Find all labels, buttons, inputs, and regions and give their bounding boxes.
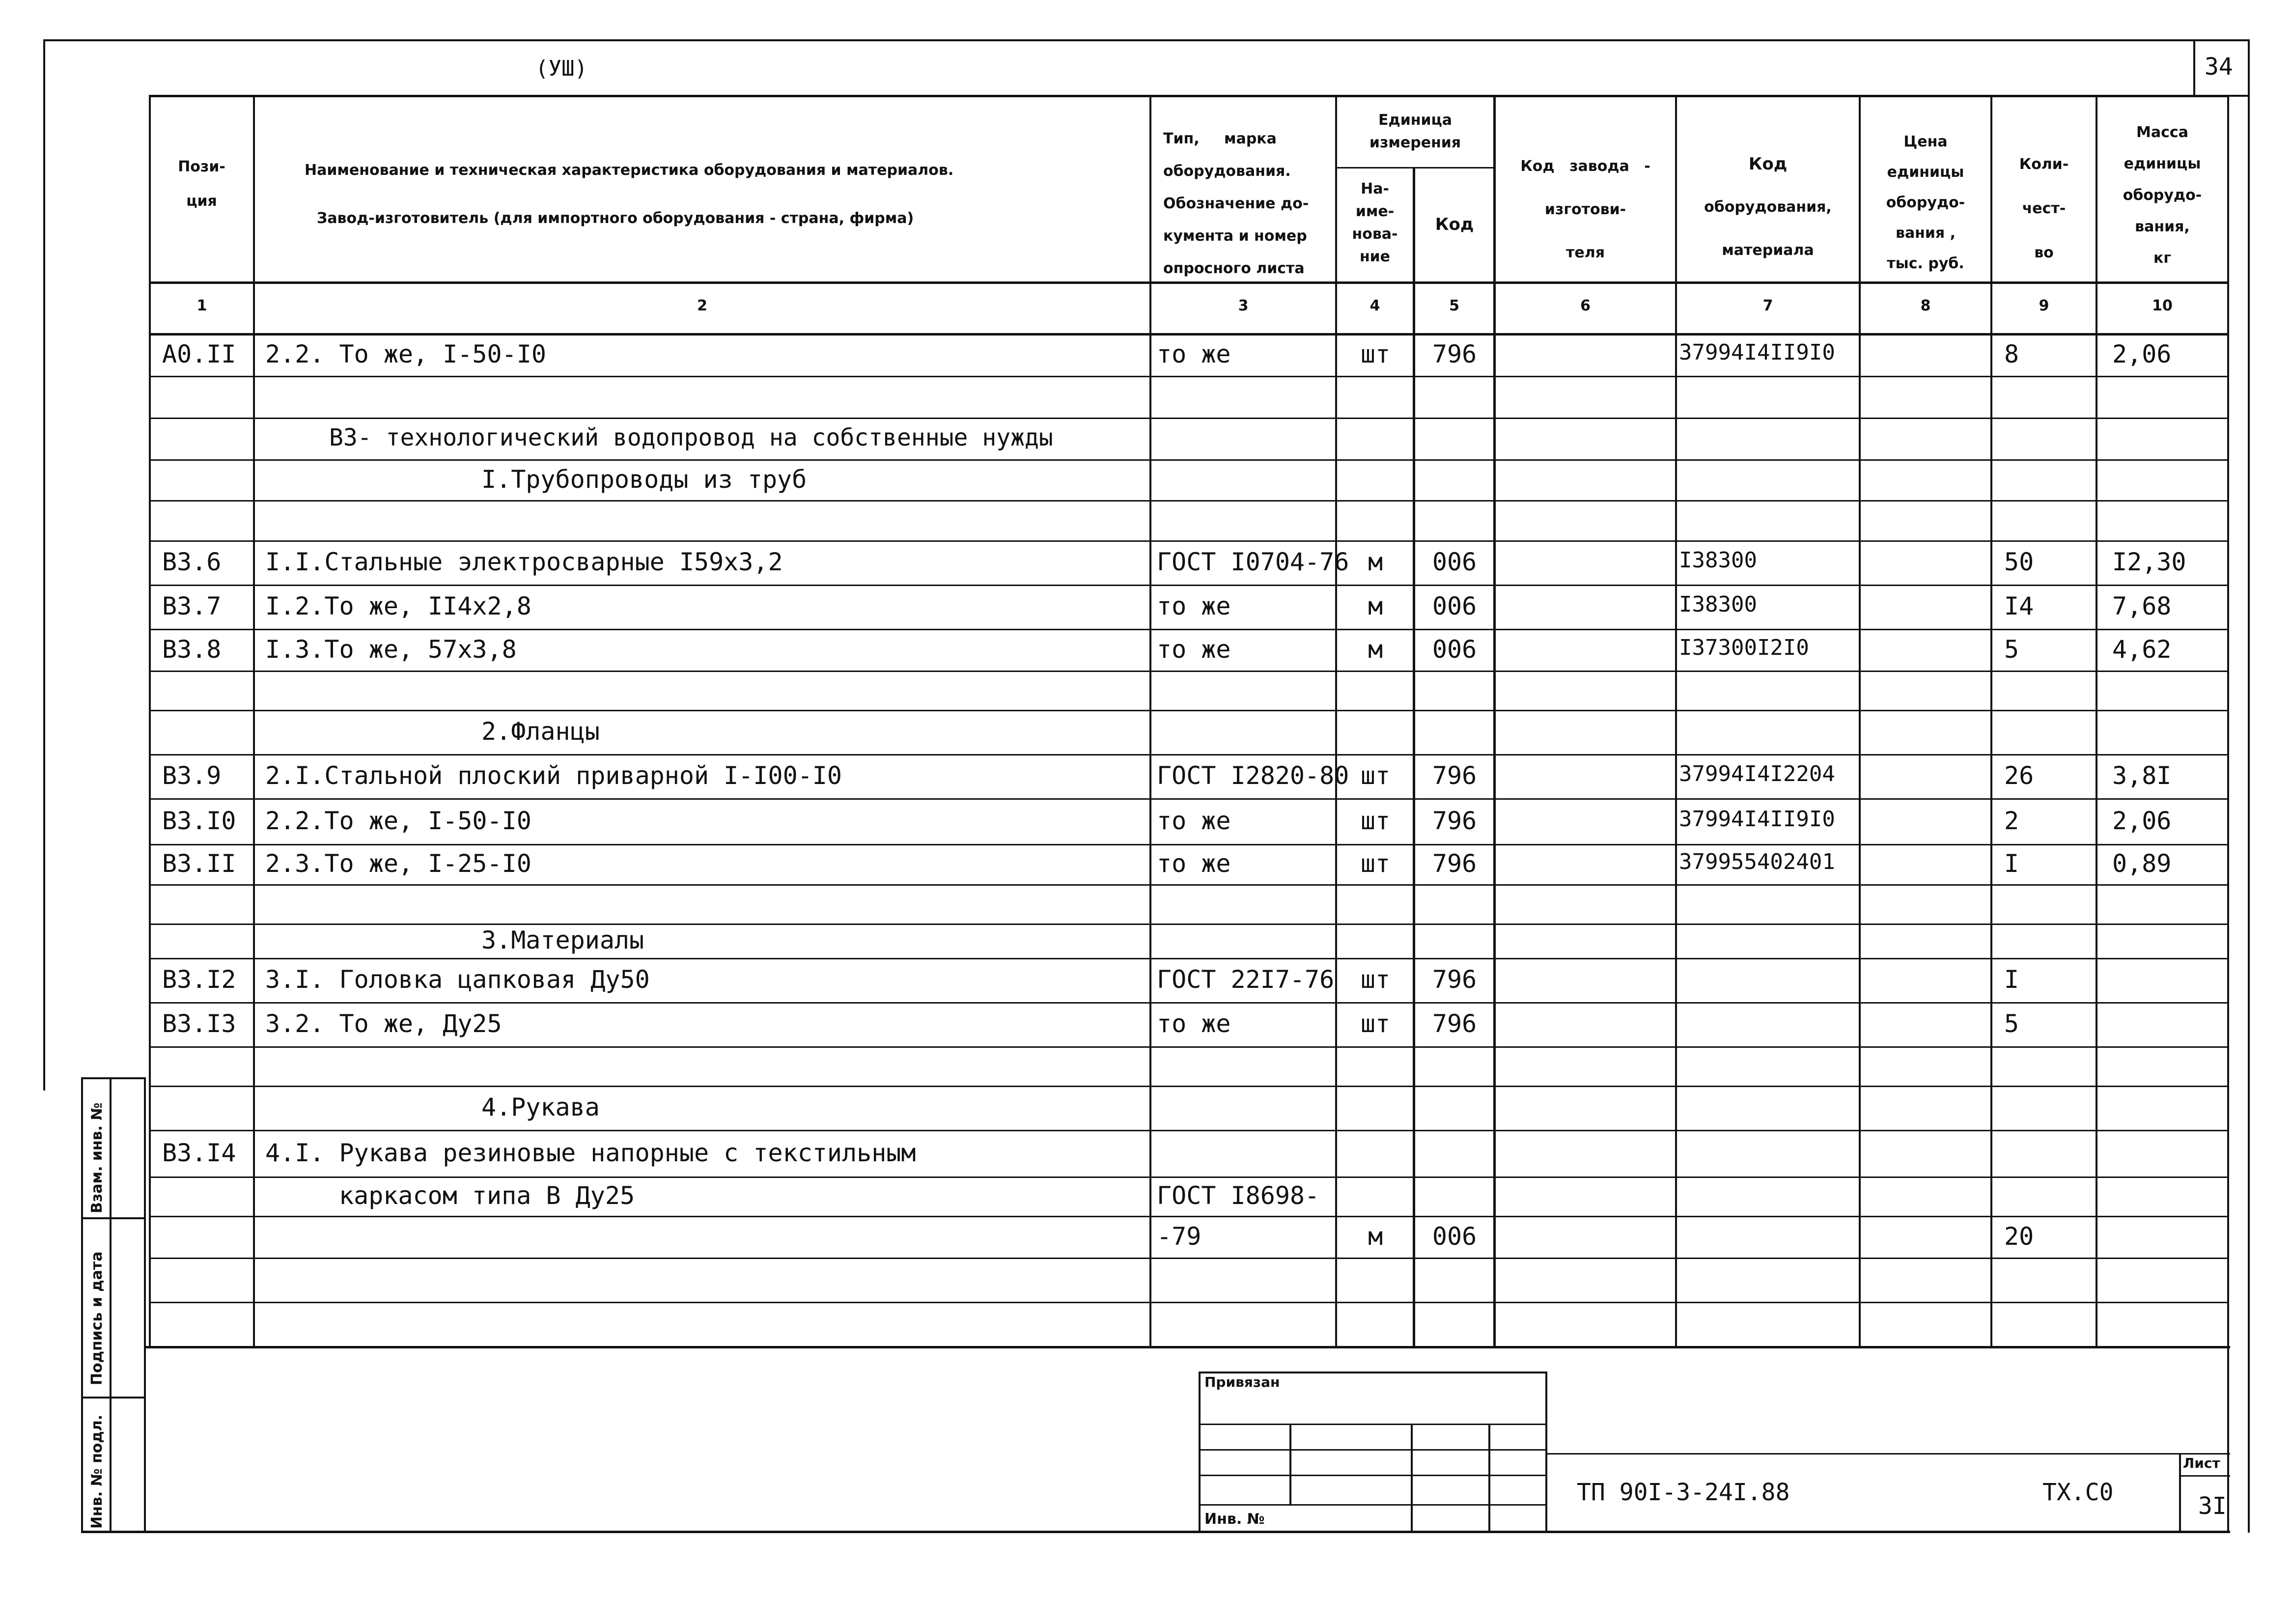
corner-sheet-number: 34 [2205,53,2233,81]
header-type: Тип, марка оборудования. Обозначение до- кумента и номер опросного листа [1163,130,1309,277]
header-name: Наименование и техническая характеристика оборудования и материалов. Завод-изготовитель (для импортного оборудования - страна, фирма) [305,162,954,227]
linked-box-row4 [1199,1504,1547,1506]
cell-mass: 2,06 [2112,340,2172,368]
row-line [149,671,2229,672]
cell-name: I.3.То же, 57х3,8 [265,635,517,664]
col-line-9 [2096,95,2097,1347]
row-line [149,884,2229,886]
linked-label: Привязан [1204,1374,1280,1390]
col-number-9: 9 [2039,297,2049,314]
cell-mass: 7,68 [2112,592,2172,620]
cell-unit: шт [1360,965,1391,994]
row-line [149,629,2229,630]
cell-unit: шт [1360,340,1391,368]
cell-equip: 37994I4II9I0 [1679,340,1835,365]
document-mark: ТХ.С0 [2042,1479,2114,1506]
col-number-6: 6 [1580,297,1591,314]
col-number-3: 3 [1238,297,1249,314]
cell-code: 796 [1432,807,1477,835]
cell-name: 3.Материалы [481,926,644,954]
cell-pos: В3.I0 [162,807,236,835]
cell-code: 796 [1432,965,1477,994]
cell-doc: то же [1157,1009,1231,1038]
corner-box-left [2193,39,2195,96]
stamp-top-line [145,1346,2230,1348]
row-line [149,1130,2229,1131]
cell-equip: 379955402401 [1679,849,1835,874]
row-line [149,844,2229,845]
cell-code: 796 [1432,340,1477,368]
cell-unit: м [1368,635,1383,664]
row-line [149,1002,2229,1004]
linked-box-col2 [1411,1424,1413,1533]
inv-label: Инв. № [1204,1511,1265,1528]
row-line [149,585,2229,586]
cell-pos: В3.I2 [162,965,236,994]
cell-pos: В3.7 [162,592,222,620]
frame-left [43,39,45,1091]
cell-doc: то же [1157,849,1231,878]
cell-qty: I4 [2004,592,2034,620]
cell-mass: I2,30 [2112,548,2186,576]
header-quantity: Коли- чест- во [2019,156,2069,261]
linked-box-row2 [1199,1449,1547,1451]
cell-equip: I38300 [1679,548,1757,573]
linked-box-row1 [1199,1424,1547,1425]
row-line [149,1302,2229,1303]
cell-qty: 20 [2004,1222,2034,1251]
linked-box-top [1199,1372,1547,1373]
cell-code: 796 [1432,761,1477,790]
cell-unit: шт [1360,807,1391,835]
row-line [149,418,2229,419]
cell-unit: шт [1360,1009,1391,1038]
cell-equip: 37994I4I2204 [1679,761,1835,786]
cell-doc: то же [1157,592,1231,620]
cell-unit: м [1368,1222,1383,1251]
row-line [149,1216,2229,1217]
cell-doc: то же [1157,807,1231,835]
row-line [149,754,2229,756]
header-unit-code: Код [1435,215,1474,234]
cell-pos: В3.II [162,849,236,878]
col-number-1: 1 [196,297,207,314]
sheet-box-divider [2179,1475,2230,1477]
cell-name: 2.3.То же, I-25-I0 [265,849,531,878]
row-line [149,376,2229,377]
cell-doc: ГОСТ I0704-76 [1157,548,1349,576]
cell-pos: В3.6 [162,548,222,576]
cell-qty: 26 [2004,761,2034,790]
cell-qty: I [2004,965,2019,994]
stamp-left-line [144,1078,146,1533]
row-line [149,1176,2229,1178]
row-line [149,958,2229,959]
row-line [149,1258,2229,1259]
linked-box-row3 [1199,1475,1547,1476]
col-line-1 [253,95,255,1347]
cell-equip: I37300I2I0 [1679,635,1809,660]
cell-code: 006 [1432,592,1477,620]
cell-unit: м [1368,592,1383,620]
side-strip-div1 [81,1217,146,1219]
cell-name: 2.Фланцы [481,717,600,746]
linked-box-right [1545,1372,1547,1533]
cell-pos: В3.I4 [162,1139,236,1167]
cell-name: 2.2. То же, I-50-I0 [265,340,546,368]
cell-equip: 37994I4II9I0 [1679,807,1835,832]
header-price: Цена единицы оборудо- вания , тыс. руб. [1886,133,1965,272]
row-line [149,1046,2229,1048]
cell-unit: шт [1360,761,1391,790]
linked-box-col3 [1488,1424,1490,1533]
col-number-5: 5 [1449,297,1459,314]
cell-code: 006 [1432,548,1477,576]
cell-qty: 8 [2004,340,2019,368]
row-line [149,459,2229,461]
cell-qty: 50 [2004,548,2034,576]
side-strip-top [81,1077,146,1079]
cell-name: 4.I. Рукава резиновые напорные с текстильным [265,1139,916,1167]
side-strip-mid [110,1078,112,1533]
cell-doc: то же [1157,340,1231,368]
cell-code: 006 [1432,635,1477,664]
cell-name: В3- технологический водопровод на собственные нужды [329,424,1053,451]
cell-pos: А0.II [162,340,236,368]
cell-name: 3.2. То же, Ду25 [265,1009,502,1038]
cell-mass: 0,89 [2112,849,2172,878]
cell-qty: 2 [2004,807,2019,835]
header-unit: Единица измерения [1369,112,1461,151]
header-factory-code: Код завода - изготови- теля [1520,158,1650,261]
col-number-7: 7 [1762,297,1773,314]
col-line-2 [1149,95,1151,1347]
col-line-5 [1493,95,1496,1347]
cell-name: 3.I. Головка цапковая Ду50 [265,965,650,994]
linked-box-left [1199,1372,1201,1533]
cell-pos: В3.8 [162,635,222,664]
cell-unit: шт [1360,849,1391,878]
row-line [149,924,2229,925]
side-inv-label: Инв. № подл. [88,1414,106,1529]
cell-qty: I [2004,849,2019,878]
cell-mass: 4,62 [2112,635,2172,664]
col-line-8 [1990,95,1992,1347]
cell-mass: 3,8I [2112,761,2172,790]
cell-name: I.Трубопроводы из труб [481,465,807,494]
cell-doc: ГОСТ I8698- [1157,1181,1320,1210]
row-line [149,798,2229,800]
row-line [149,500,2229,502]
numbers-bottom-line [149,333,2229,336]
cell-mass: 2,06 [2112,807,2172,835]
col-number-10: 10 [2152,297,2173,314]
cell-code: 796 [1432,1009,1477,1038]
sheet-label: Лист [2183,1455,2220,1471]
side-sign-label: Подпись и дата [88,1251,106,1385]
col-number-4: 4 [1370,297,1380,314]
header-position: Пози- ция [178,158,225,210]
cell-name: I.I.Стальные электросварные I59х3,2 [265,548,783,576]
col-line-3 [1335,95,1337,1347]
row-line [149,710,2229,711]
cell-equip: I38300 [1679,592,1757,617]
header-equipment-code: Код оборудования, материала [1704,154,1832,259]
linked-box-col1 [1289,1424,1291,1504]
cell-doc: то же [1157,635,1231,664]
col-line-6 [1675,95,1677,1347]
header-unit-name: На- име- нова- ние [1352,180,1398,265]
col-line-7 [1859,95,1861,1347]
cell-pos: В3.9 [162,761,222,790]
cell-pos: В3.I3 [162,1009,236,1038]
side-strip-left [81,1078,83,1533]
col-line-0 [149,95,151,1347]
title-block-top [1547,1453,2230,1455]
cell-name: 2.I.Стальной плоский приварной I-I00-I0 [265,761,842,790]
header-mass: Масса единицы оборудо- вания, кг [2123,124,2202,267]
frame-right-inner [2227,96,2229,1533]
table-top-line [149,95,2229,97]
cell-doc: -79 [1157,1222,1202,1251]
cell-qty: 5 [2004,1009,2019,1038]
cell-doc: ГОСТ I2820-80 [1157,761,1349,790]
cell-qty: 5 [2004,635,2019,664]
row-line [149,1086,2229,1087]
cell-name: 4.Рукава [481,1093,600,1121]
section-mark: (УШ) [535,56,587,81]
sheet-number: 3I [2198,1492,2227,1520]
cell-unit: м [1368,548,1383,576]
col-line-4 [1413,167,1415,1347]
cell-doc: ГОСТ 22I7-76 [1157,965,1335,994]
document-code: ТП 90I-3-24I.88 [1577,1479,1790,1506]
col-number-8: 8 [1920,297,1931,314]
cell-code: 006 [1432,1222,1477,1251]
cell-name: I.2.То же, II4х2,8 [265,592,531,620]
sheet-box-left [2179,1453,2181,1533]
side-strip-div2 [81,1397,146,1399]
cell-code: 796 [1432,849,1477,878]
cell-name: 2.2.То же, I-50-I0 [265,807,531,835]
frame-bottom [81,1531,2230,1533]
col-number-2: 2 [697,297,707,314]
frame-top [44,39,2250,41]
side-replace-label: Взам. инв. № [88,1102,106,1213]
cell-name: каркасом типа В Ду25 [339,1181,635,1210]
frame-right [2248,39,2250,1533]
row-line [149,540,2229,542]
